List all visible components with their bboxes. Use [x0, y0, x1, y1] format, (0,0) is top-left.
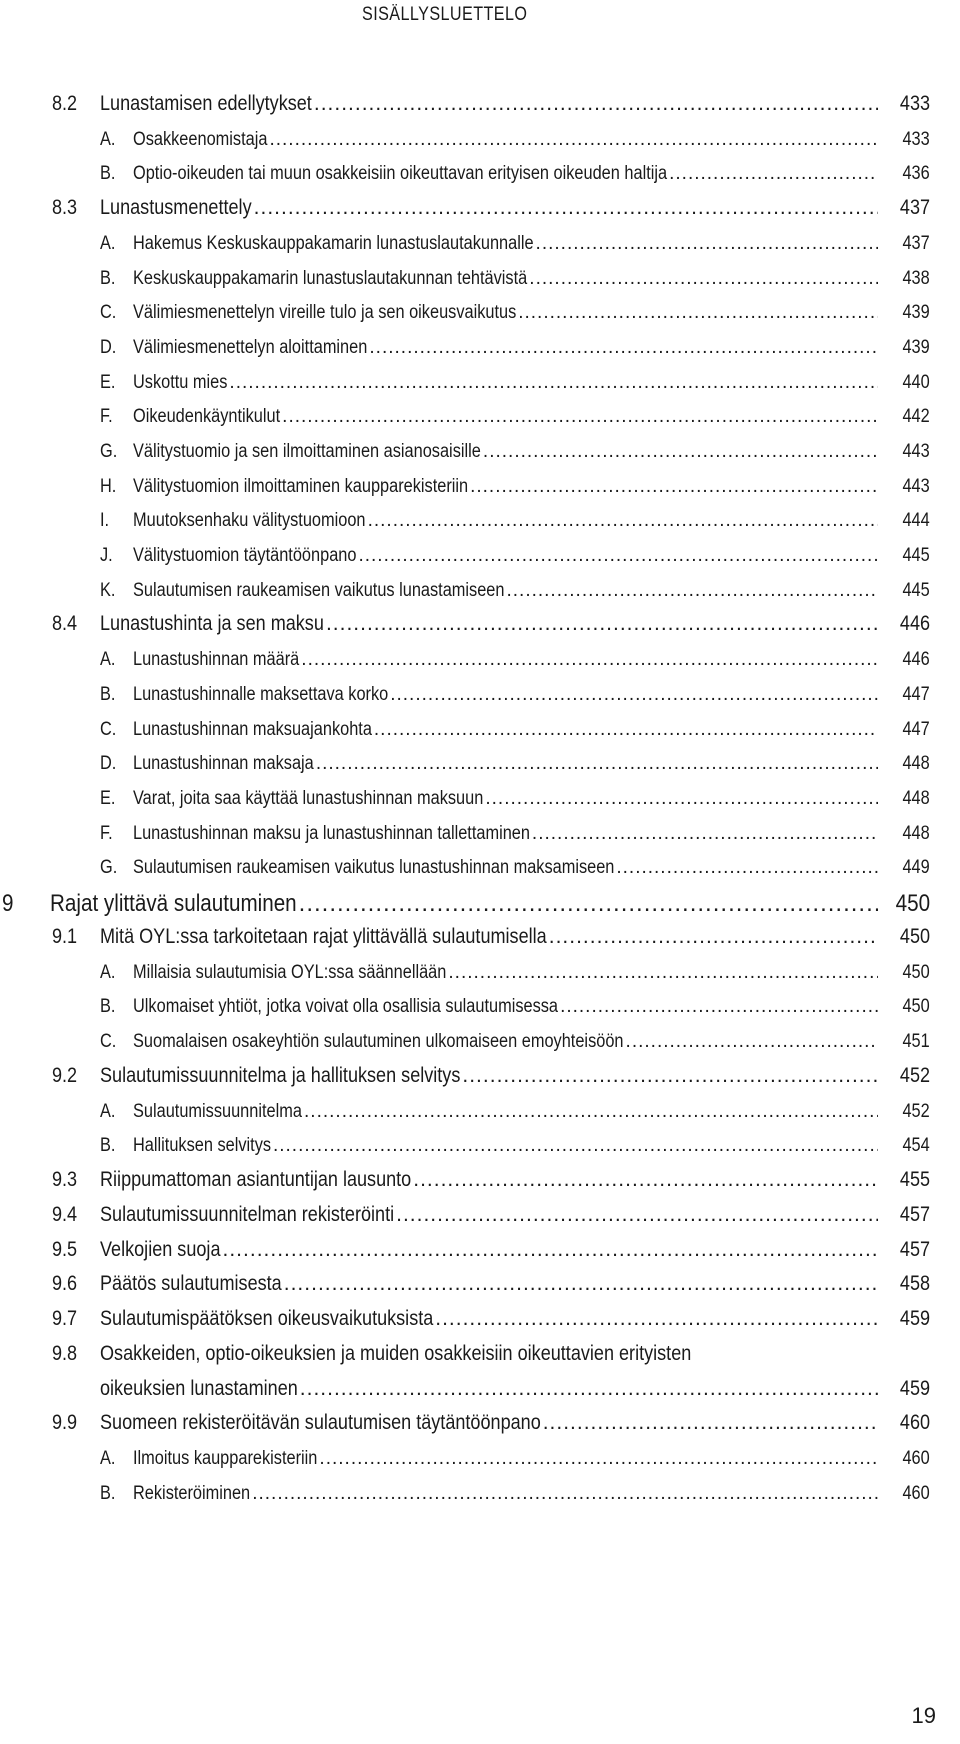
- entry-title-leader: [133, 268, 878, 290]
- entry-title: Osakkeenomistaja: [133, 129, 268, 150]
- toc-section: [0, 1164, 960, 1194]
- dot-leader: [560, 996, 878, 1018]
- toc-subsection: [0, 851, 960, 881]
- dot-leader: [252, 1483, 878, 1505]
- entry-page: 448: [902, 823, 930, 844]
- entry-title-leader: [133, 996, 878, 1018]
- entry-title: Rajat ylittävä sulautuminen: [50, 890, 297, 917]
- entry-title-leader: [100, 612, 878, 636]
- dot-leader: [669, 163, 878, 185]
- dot-leader: [529, 268, 878, 290]
- toc-subsection: [0, 782, 960, 812]
- entry-page: 438: [902, 268, 930, 289]
- toc-subsection: [0, 123, 960, 153]
- entry-page: 450: [899, 925, 930, 948]
- entry-title: Sulautumissuunnitelma: [133, 1101, 302, 1122]
- entry-title-leader: [100, 92, 878, 116]
- toc-subsection: [0, 678, 960, 708]
- entry-number: J.: [100, 545, 113, 566]
- dot-leader: [369, 337, 878, 359]
- toc-subsection: [0, 713, 960, 743]
- dot-leader: [518, 302, 878, 324]
- dot-leader: [616, 857, 878, 879]
- entry-number: H.: [100, 476, 117, 497]
- entry-page: 460: [899, 1411, 930, 1434]
- dot-leader: [300, 1377, 878, 1401]
- dot-leader: [549, 925, 878, 949]
- entry-title-leader: [133, 510, 878, 532]
- entry-title-leader: [133, 163, 878, 185]
- entry-page: 446: [902, 649, 930, 670]
- entry-title-leader: [133, 753, 878, 775]
- entry-title: Lunastushinnan maksuajankohta: [133, 719, 372, 740]
- entry-number: A.: [100, 1101, 116, 1122]
- entry-number: 8.4: [52, 612, 78, 635]
- toc-subsection: [0, 747, 960, 777]
- toc-subsection: [0, 539, 960, 569]
- toc-subsection: [0, 157, 960, 187]
- entry-title-leader: [133, 580, 878, 602]
- toc-section: [0, 1234, 960, 1264]
- entry-number: B.: [100, 163, 116, 184]
- toc-section: [0, 921, 960, 951]
- entry-title-leader: [133, 233, 878, 255]
- toc-section: [0, 192, 960, 222]
- entry-number: E.: [100, 372, 116, 393]
- entry-title: Velkojien suoja: [100, 1238, 221, 1261]
- entry-title: Hallituksen selvitys: [133, 1135, 272, 1156]
- toc-subsection: [0, 400, 960, 430]
- dot-leader: [506, 580, 878, 602]
- entry-page: 437: [899, 196, 930, 219]
- dot-leader: [299, 890, 878, 918]
- entry-number: A.: [100, 129, 116, 150]
- entry-title: Päätös sulautumisesta: [100, 1272, 282, 1295]
- dot-leader: [314, 92, 878, 116]
- dot-leader: [223, 1238, 878, 1262]
- dot-leader: [536, 233, 878, 255]
- entry-number: 9.2: [52, 1064, 78, 1087]
- entry-number: 9.9: [52, 1411, 78, 1434]
- toc-subsection: [0, 1095, 960, 1125]
- entry-title: Osakkeiden, optio-oikeuksien ja muiden osakkeisiin oikeuttavien erityisten: [100, 1342, 692, 1365]
- entry-page: 458: [899, 1272, 930, 1295]
- entry-title-leader: [100, 925, 878, 949]
- entry-title-leader: [133, 337, 878, 359]
- entry-title: Lunastushinnalle maksettava korko: [133, 684, 389, 705]
- entry-page: 433: [899, 92, 930, 115]
- entry-title-leader: [133, 962, 878, 984]
- dot-leader: [485, 788, 878, 810]
- entry-title: Välimiesmenettelyn aloittaminen: [133, 337, 368, 358]
- entry-page: 446: [899, 612, 930, 635]
- entry-title: Uskottu mies: [133, 372, 228, 393]
- toc-section: [0, 1303, 960, 1333]
- dot-leader: [319, 1448, 878, 1470]
- entry-number: B.: [100, 1135, 116, 1156]
- entry-title: Välitystuomion täytäntöönpano: [133, 545, 357, 566]
- entry-page: 443: [902, 441, 930, 462]
- entry-page: 450: [895, 890, 930, 917]
- toc-subsection: [0, 296, 960, 326]
- toc-section: [0, 1407, 960, 1437]
- toc-subsection: [0, 574, 960, 604]
- entry-title-leader: [133, 406, 878, 428]
- toc-subsection: [0, 1442, 960, 1472]
- dot-leader: [358, 545, 878, 567]
- dot-leader: [254, 196, 878, 220]
- entry-title-leader: [100, 196, 878, 220]
- entry-page: 436: [902, 163, 930, 184]
- entry-title-leader: [133, 372, 878, 394]
- entry-page: 439: [902, 337, 930, 358]
- toc-subsection: [0, 435, 960, 465]
- toc-chapter: [0, 886, 960, 920]
- entry-page: 459: [899, 1307, 930, 1330]
- entry-title-leader: [133, 788, 878, 810]
- dot-leader: [316, 753, 878, 775]
- entry-page: 440: [902, 372, 930, 393]
- entry-page: 452: [902, 1101, 930, 1122]
- entry-page: 452: [899, 1064, 930, 1087]
- entry-number: F.: [100, 823, 113, 844]
- entry-title-leader: [133, 719, 878, 741]
- entry-title: Muutoksenhaku välitystuomioon: [133, 510, 366, 531]
- toc-entry: [0, 1338, 960, 1368]
- entry-number: B.: [100, 268, 116, 289]
- toc-subsection: [0, 331, 960, 361]
- entry-title-leader: [133, 649, 878, 671]
- dot-leader: [483, 441, 878, 463]
- entry-title-leader: [100, 1064, 878, 1088]
- dot-leader: [435, 1307, 878, 1331]
- entry-page: 445: [902, 545, 930, 566]
- dot-leader: [374, 719, 878, 741]
- entry-page: 437: [902, 233, 930, 254]
- dot-leader: [304, 1101, 878, 1123]
- entry-page: 459: [899, 1377, 930, 1400]
- dot-leader: [368, 510, 878, 532]
- entry-number: 9.8: [52, 1342, 78, 1365]
- entry-title-leader: [100, 1238, 878, 1262]
- dot-leader: [229, 372, 878, 394]
- entry-title: Ulkomaiset yhtiöt, jotka voivat olla osallisia sulautumisessa: [133, 996, 559, 1017]
- entry-number: A.: [100, 233, 116, 254]
- toc-section: [0, 1268, 960, 1298]
- entry-page: 445: [902, 580, 930, 601]
- entry-title: Ilmoitus kaupparekisteriin: [133, 1448, 318, 1469]
- entry-page: 447: [902, 719, 930, 740]
- entry-title: Mitä OYL:ssa tarkoitetaan rajat ylittävällä sulautumisella: [100, 925, 547, 948]
- running-head: SISÄLLYSLUETTELO: [362, 4, 528, 25]
- entry-title-leader: [50, 890, 878, 918]
- entry-title: Sulautumispäätöksen oikeusvaikutuksista: [100, 1307, 434, 1330]
- entry-title-leader: [133, 129, 878, 151]
- toc-subsection: [0, 990, 960, 1020]
- entry-number: E.: [100, 788, 116, 809]
- dot-leader: [273, 1135, 878, 1157]
- entry-page: 451: [902, 1031, 930, 1052]
- entry-title: Hakemus Keskuskauppakamarin lunastuslautakunnalle: [133, 233, 534, 254]
- entry-page: 460: [902, 1448, 930, 1469]
- entry-title: Riippumattoman asiantuntijan lausunto: [100, 1168, 412, 1191]
- entry-number: B.: [100, 996, 116, 1017]
- toc-subsection: [0, 817, 960, 847]
- entry-page: 460: [902, 1483, 930, 1504]
- entry-page: 450: [902, 996, 930, 1017]
- entry-title-line2: oikeuksien lunastaminen: [100, 1377, 298, 1400]
- entry-title-leader: [133, 545, 878, 567]
- entry-title-leader: [133, 823, 878, 845]
- entry-page: 444: [902, 510, 930, 531]
- entry-title-leader: [133, 476, 878, 498]
- entry-title-leader: [100, 1168, 878, 1192]
- toc-section: [0, 608, 960, 638]
- entry-number: 9: [2, 890, 14, 917]
- dot-leader: [532, 823, 878, 845]
- toc-subsection: [0, 504, 960, 534]
- entry-number: 8.2: [52, 92, 78, 115]
- entry-number: G.: [100, 857, 118, 878]
- toc-section: [0, 1060, 960, 1090]
- toc-subsection: [0, 1129, 960, 1159]
- entry-number: 9.4: [52, 1203, 78, 1226]
- entry-page: 448: [902, 753, 930, 774]
- entry-title: Lunastamisen edellytykset: [100, 92, 312, 115]
- entry-title-leader: [133, 684, 878, 706]
- entry-page: 457: [899, 1203, 930, 1226]
- entry-page: 447: [902, 684, 930, 705]
- entry-number: B.: [100, 684, 116, 705]
- entry-title: Lunastushinta ja sen maksu: [100, 612, 324, 635]
- entry-title: Välitystuomion ilmoittaminen kaupparekisteriin: [133, 476, 469, 497]
- dot-leader: [269, 129, 878, 151]
- entry-page: 443: [902, 476, 930, 497]
- dot-leader: [470, 476, 878, 498]
- dot-leader: [301, 649, 878, 671]
- entry-title: Sulautumissuunnitelman rekisteröinti: [100, 1203, 395, 1226]
- entry-number: D.: [100, 753, 117, 774]
- entry-title: Välimiesmenettelyn vireille tulo ja sen oikeusvaikutus: [133, 302, 517, 323]
- dot-leader: [448, 962, 878, 984]
- entry-page: 454: [902, 1135, 930, 1156]
- toc-subsection: [0, 262, 960, 292]
- toc-subsection: [0, 1025, 960, 1055]
- dot-leader: [396, 1203, 878, 1227]
- entry-title: Rekisteröiminen: [133, 1483, 251, 1504]
- entry-number: F.: [100, 406, 113, 427]
- entry-title: Varat, joita saa käyttää lunastushinnan maksuun: [133, 788, 484, 809]
- entry-title-leader: [100, 1411, 878, 1435]
- entry-title-leader: [133, 1448, 878, 1470]
- toc-entry-continuation: [0, 1373, 960, 1403]
- entry-number: I.: [100, 510, 110, 531]
- entry-page: 433: [902, 129, 930, 150]
- entry-number: 9.6: [52, 1272, 78, 1295]
- dot-leader: [626, 1031, 878, 1053]
- toc-subsection: [0, 366, 960, 396]
- toc-section: [0, 1199, 960, 1229]
- toc-subsection: [0, 956, 960, 986]
- entry-number: 9.5: [52, 1238, 78, 1261]
- entry-number: A.: [100, 649, 116, 670]
- entry-title: Lunastushinnan maksaja: [133, 753, 314, 774]
- entry-number: A.: [100, 962, 116, 983]
- entry-page: 449: [902, 857, 930, 878]
- toc-subsection: [0, 470, 960, 500]
- entry-title: Välitystuomio ja sen ilmoittaminen asianosaisille: [133, 441, 481, 462]
- entry-number: C.: [100, 1031, 117, 1052]
- dot-leader: [326, 612, 878, 636]
- entry-title: Optio-oikeuden tai muun osakkeisiin oikeuttavan erityisen oikeuden haltija: [133, 163, 668, 184]
- entry-page: 442: [902, 406, 930, 427]
- entry-number: A.: [100, 1448, 116, 1469]
- entry-number: B.: [100, 1483, 116, 1504]
- entry-number: 9.3: [52, 1168, 78, 1191]
- entry-number: 8.3: [52, 196, 78, 219]
- entry-number: C.: [100, 719, 117, 740]
- entry-title: Sulautumisen raukeamisen vaikutus lunastushinnan maksamiseen: [133, 857, 615, 878]
- entry-title: Lunastusmenettely: [100, 196, 252, 219]
- entry-title-leader: [133, 1031, 878, 1053]
- dot-leader: [413, 1168, 878, 1192]
- entry-title-leader: [133, 1483, 878, 1505]
- entry-title: Millaisia sulautumisia OYL:ssa säännellään: [133, 962, 447, 983]
- entry-number: 9.1: [52, 925, 78, 948]
- dot-leader: [543, 1411, 878, 1435]
- entry-title-leader: [133, 857, 878, 879]
- entry-title: Suomeen rekisteröitävän sulautumisen täytäntöönpano: [100, 1411, 541, 1434]
- entry-title: Lunastushinnan maksu ja lunastushinnan tallettaminen: [133, 823, 530, 844]
- entry-number: G.: [100, 441, 118, 462]
- entry-number: K.: [100, 580, 116, 601]
- entry-page: 450: [902, 962, 930, 983]
- entry-page: 439: [902, 302, 930, 323]
- entry-title: Keskuskauppakamarin lunastuslautakunnan tehtävistä: [133, 268, 528, 289]
- toc-subsection: [0, 1477, 960, 1507]
- entry-title-leader: [100, 1307, 878, 1331]
- entry-title: Sulautumissuunnitelma ja hallituksen selvitys: [100, 1064, 461, 1087]
- entry-title-leader: [100, 1272, 878, 1296]
- entry-number: C.: [100, 302, 117, 323]
- entry-title-leader: [100, 1203, 878, 1227]
- page-number: 19: [911, 1703, 936, 1728]
- entry-title-leader: [133, 441, 878, 463]
- entry-number: D.: [100, 337, 117, 358]
- entry-page: 455: [899, 1168, 930, 1191]
- entry-page: 448: [902, 788, 930, 809]
- entry-title-leader: [133, 1135, 878, 1157]
- dot-leader: [282, 406, 878, 428]
- entry-title-leader: [133, 1101, 878, 1123]
- dot-leader: [462, 1064, 878, 1088]
- entry-title-leader: [133, 302, 878, 324]
- entry-number: 9.7: [52, 1307, 78, 1330]
- entry-title: Oikeudenkäyntikulut: [133, 406, 281, 427]
- entry-title: Lunastushinnan määrä: [133, 649, 300, 670]
- toc-section: [0, 88, 960, 118]
- entry-title-leader: [100, 1377, 878, 1401]
- entry-title: Suomalaisen osakeyhtiön sulautuminen ulkomaiseen emoyhteisöön: [133, 1031, 624, 1052]
- dot-leader: [284, 1272, 878, 1296]
- dot-leader: [390, 684, 878, 706]
- entry-title: Sulautumisen raukeamisen vaikutus lunastamiseen: [133, 580, 505, 601]
- toc-subsection: [0, 643, 960, 673]
- entry-page: 457: [899, 1238, 930, 1261]
- toc-subsection: [0, 227, 960, 257]
